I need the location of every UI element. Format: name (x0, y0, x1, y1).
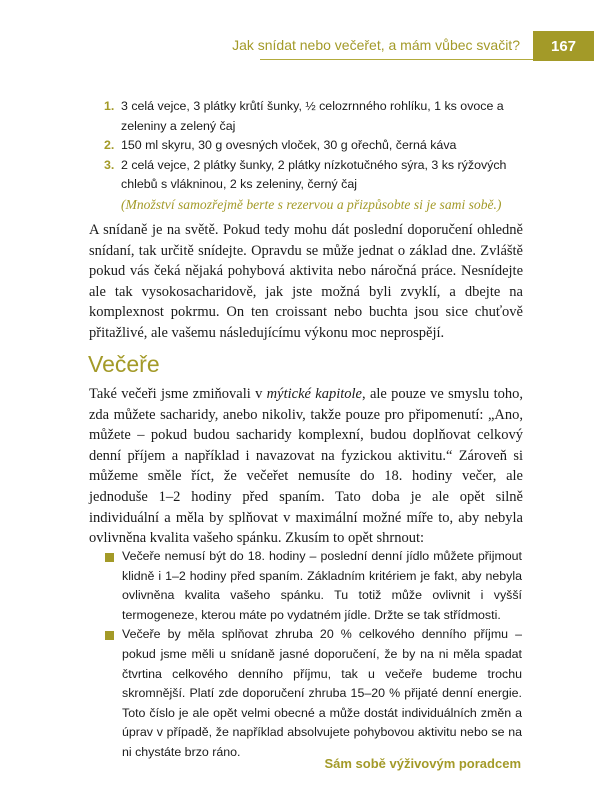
list-number: 3. (104, 157, 115, 172)
page-number: 167 (533, 31, 594, 61)
paragraph-text: , ale pouze ve smyslu toho, zda můžete sacharidy, anebo nikoliv, takže pouze pro připomenutí: „Ano, můžete – pokud budou sacharidy komplexní, budou doplňovat celkový denní příjem a například i navazovat na fyzickou aktivitu.“ Zároveň si můžeme směle říct, že večeřet nemusíte do 18. hodiny večer, ale jednoduše 1–2 hodiny před spaním. Tato doba je ale opět silně individuální a měla by splňovat v maximální možné míře to, aby nebyla ovlivněna kvalita vašeho spánku. Zkusím to opět shrnout: (89, 386, 523, 547)
section-heading: Večeře (88, 351, 160, 377)
list-item-text: 2 celá vejce, 2 plátky šunky, 2 plátky nízkotučného sýra, 3 ks rýžových chlebů s vlákninou, 2 ks zeleniny, černý čaj (121, 157, 507, 191)
list-item (104, 156, 524, 195)
square-bullet-icon (105, 553, 114, 562)
list-item-text: 150 ml skyru, 30 g ovesných vloček, 30 g ořechů, černá káva (121, 138, 457, 152)
paragraph-text: Také večeři jsme zmiňovali v (89, 386, 267, 402)
list-item (104, 97, 524, 136)
running-header-title: Jak snídat nebo večeřet, a mám vůbec svačit? (232, 37, 520, 53)
list-note: (Množství samozřejmě berte s rezervou a přizpůsobte si je sami sobě.) (121, 196, 502, 212)
list-number: 2. (104, 138, 115, 152)
list-item-text: 3 celá vejce, 3 plátky krůtí šunky, ½ celozrnného rohlíku, 1 ks ovoce a zeleniny a zelený čaj (121, 99, 504, 133)
square-bullet-icon (105, 631, 114, 640)
list-item (104, 136, 524, 156)
summary-bullet-list (104, 547, 522, 763)
book-title-footer: Sám sobě výživovým poradcem (324, 756, 521, 771)
paragraph-dinner (89, 384, 523, 549)
meal-example-list (104, 97, 524, 214)
list-number: 1. (104, 99, 115, 113)
bullet-text: Večeře nemusí být do 18. hodiny – poslední denní jídlo můžete přijmout klidně i 1–2 hodiny před spaním. Základním kritériem je fakt, aby nebyla ovlivněna kvalita vašeho spánku. Tu totiž může ovlivnit i vyšší termogeneze, kterou máte po vydatném jídle. Držte se tak střídmosti. (122, 549, 522, 622)
emphasis-text: mýtické kapitole (266, 386, 362, 402)
bullet-item (104, 625, 522, 762)
paragraph-breakfast: A snídaně je na světě. Pokud tedy mohu dát poslední doporučení ohledně snídaní, tak určitě snídejte. Opravdu se může jednat o základ dne. Zvláště pokud vás čeká nějaká pohybová aktivita nebo náročná práce. Nesnídejte ale tak vysokosacharidově, jak jste možná byli zvyklí, a dbejte na komplexnost pokrmu. On ten croissant nebo buchta jsou sice chuťově přitažlivé, ale vašemu následujícímu výkonu moc neprospějí. (89, 222, 523, 341)
bullet-item (104, 547, 522, 625)
bullet-text: Večeře by měla splňovat zhruba 20 % celkového denního příjmu – pokud jsme měli u snídaně jasné doporučení, že by na ni měla spadat čtvrtina celkového denního příjmu, tak u večeře budeme trochu skromnější. Platí zde doporučení zhruba 15–20 % přijaté denní energie. Toto číslo je ale opět velmi obecné a může dostát individuálních změn a úprav v případě, že například absolvujete pohybovou aktivitu nebo se na ni chystáte brzo ráno. (122, 627, 522, 759)
